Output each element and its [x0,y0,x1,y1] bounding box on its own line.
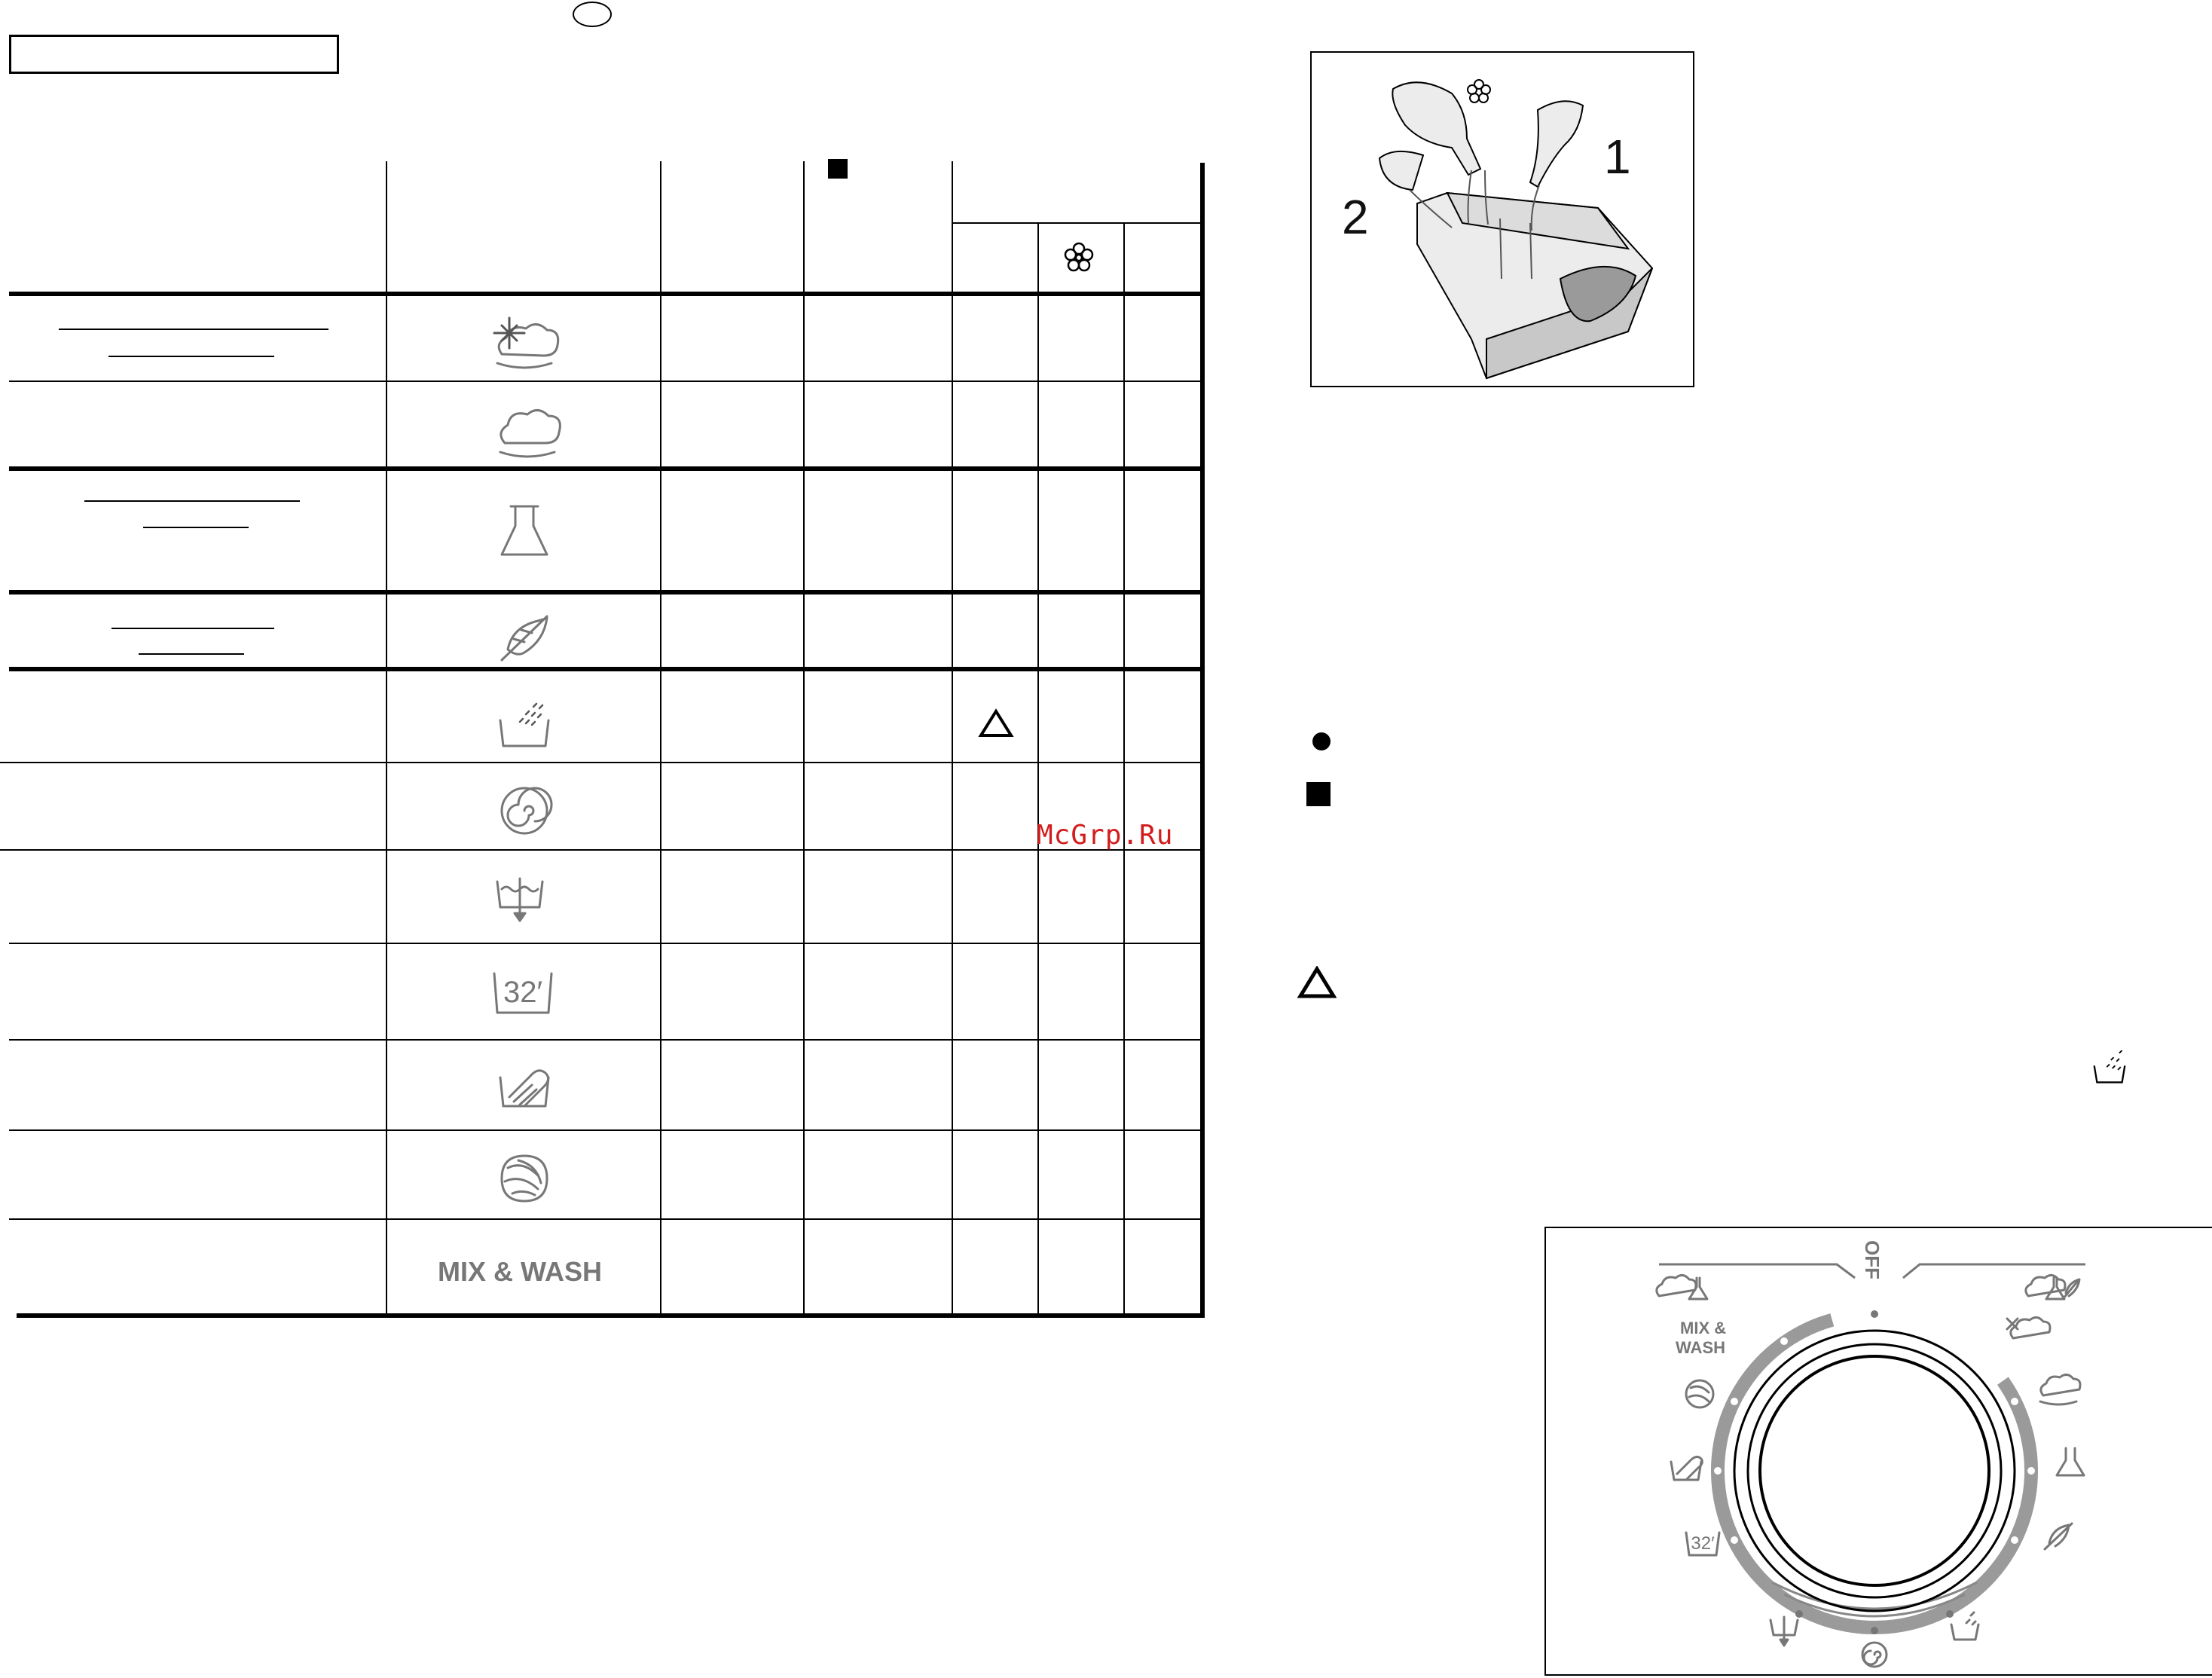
watermark: McGrp.Ru [1037,820,1174,851]
dial-wool-icon [1686,1380,1713,1408]
mix-wash-label: MIX & WASH [437,1256,603,1287]
svg-text:OFF: OFF [1861,1240,1884,1279]
spin-icon [502,788,551,833]
dial-cotton-intensive-icon [2007,1317,2050,1338]
dial-mix-wash-line-2: WASH [1676,1338,1725,1357]
triangle-mark [1297,966,1337,999]
dial-rinse-icon [1951,1612,1978,1640]
delicate-feather-icon [502,616,547,660]
dispenser-figure [1310,51,1694,387]
dial-synthetic-icon [2057,1448,2084,1475]
dial-rapid-32-icon [1686,1533,1719,1555]
dial-cotton-synthetic-icon [1657,1275,1707,1299]
rapid-32-icon [494,973,551,1013]
synthetic-icon [502,506,547,555]
triangle-mark [981,711,1011,735]
dial-delicate-icon [2045,1524,2072,1549]
programme-dial-figure [1544,1227,2212,1676]
flower-icon [1065,243,1092,270]
drain-icon [497,879,542,921]
rinse-icon [2091,1050,2128,1087]
square-mark [828,159,848,179]
hand-wash-icon [500,1071,548,1106]
dial-mix-wash-line-1: MIX & [1680,1319,1727,1337]
svg-text:32′: 32′ [1691,1533,1715,1554]
compartment-2-label: 2 [1342,190,1369,244]
wool-icon [502,1156,547,1201]
cotton-icon [500,410,560,457]
rinse-icon [500,704,548,746]
svg-text:32′: 32′ [503,976,542,1009]
dial-cotton-synthetic-delicate-icon [2026,1275,2079,1299]
dial-hand-wash-icon [1671,1456,1702,1480]
cotton-intensive-icon [494,318,558,368]
off-label [1861,1240,1884,1279]
dial-drain-icon [1771,1617,1798,1646]
dial-cotton-icon [2040,1374,2080,1404]
programme-table [0,0,1221,1326]
dial-spin-icon [1862,1643,1887,1667]
square-mark [1306,782,1331,806]
dot-mark [1312,732,1331,750]
compartment-1-label: 1 [1604,130,1631,184]
flower-icon [1468,80,1490,102]
